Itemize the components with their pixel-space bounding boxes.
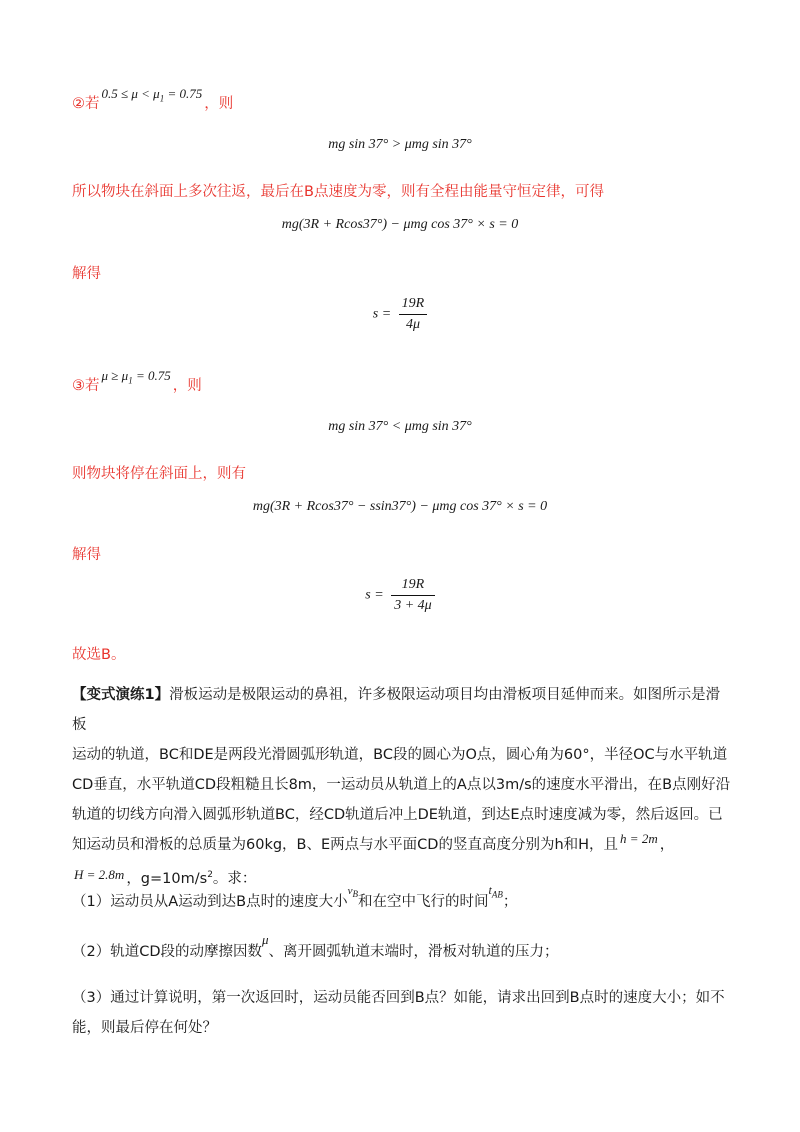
- equation-4: mg sin 37° < μmg sin 37°: [328, 419, 472, 434]
- case2-line: [72, 86, 234, 114]
- case2-suffix: ，则: [204, 96, 234, 112]
- equation-5: mg(3R + Rcos37° − ssin37°) − μmg cos 37° × s = 0: [252, 499, 548, 514]
- solve-label-2: 解得: [72, 547, 101, 563]
- fraction-2: $\frac{19R}{3 + 4\mu}$: [391, 577, 434, 614]
- conclusion: 故选B。: [72, 647, 126, 663]
- symbol-tAB: tAB: [488, 883, 503, 900]
- question-3: （3）通过计算说明，第一次返回时，运动员能否回到B点？如能，请求出回到B点时的速度大小；如不 能，则最后停在何处？: [72, 990, 725, 1036]
- symbol-mu: μ: [262, 932, 269, 947]
- equation-2: mg(3R + Rcos37°) − μmg cos 37° × s = 0: [281, 217, 519, 232]
- case3-prefix: ③若: [72, 378, 100, 394]
- question-2: （2）轨道CD段的动摩擦因数μ、离开圆弧轨道末端时，滑板对轨道的压力；: [72, 932, 559, 960]
- paragraph-stop: 则物块将停在斜面上，则有: [72, 466, 246, 482]
- paragraph-energy: 所以物块在斜面上多次往返，最后在B点速度为零，则有全程由能量守恒定律，可得: [72, 184, 604, 200]
- equation-1: mg sin 37° > μmg sin 37°: [328, 137, 472, 152]
- case2-prefix: ②若: [72, 96, 100, 112]
- exercise-tag: 【变式演练1】: [72, 687, 170, 703]
- equation-6: s = $\frac{19R}{3 + 4\mu}$: [0, 577, 800, 614]
- case3-suffix: ，则: [172, 378, 202, 394]
- case3-condition: $\mu \ge \mu_1 = 0.75$: [101, 368, 171, 386]
- fraction-1: $\frac{19R}{4\mu}$: [399, 296, 428, 333]
- case3-line: [72, 368, 202, 396]
- exercise-statement: 【变式演练1】滑板运动是极限运动的鼻祖，许多极限运动项目均由滑板项目延伸而来。如图所示是滑板 运动的轨道，BC和DE是两段光滑圆弧形轨道，BC段的圆心为O点，圆心角为60°，半径OC与水平轨道 CD垂直，水平轨道CD段粗糙且长8m，一运动员从轨道上的A点以3m/s的速度水平滑出，在B点刚好沿 轨道的切线方向滑入圆弧形轨道BC，经CD轨道后冲上DE轨道，到达E点时速度减为零，然后返回。已 知运动员和滑板的总质量为60kg，B、E两点与水平面CD的竖直高度分别为h和H，且 h = 2m ， H = 2.8m ，$g=10m/s^2$。求：: [72, 687, 731, 887]
- question-1: （1）运动员从A运动到达B点时的速度大小$^{v_B}$和在空中飞行的时间$^{t_{AB}}$；: [72, 883, 518, 910]
- solve-label-1: 解得: [72, 266, 101, 282]
- symbol-vB: vB: [347, 885, 358, 900]
- case2-condition: $0.5 \le \mu < \mu_1 = 0.75$: [101, 86, 203, 104]
- equation-3: s = $\frac{19R}{4\mu}$: [0, 296, 800, 333]
